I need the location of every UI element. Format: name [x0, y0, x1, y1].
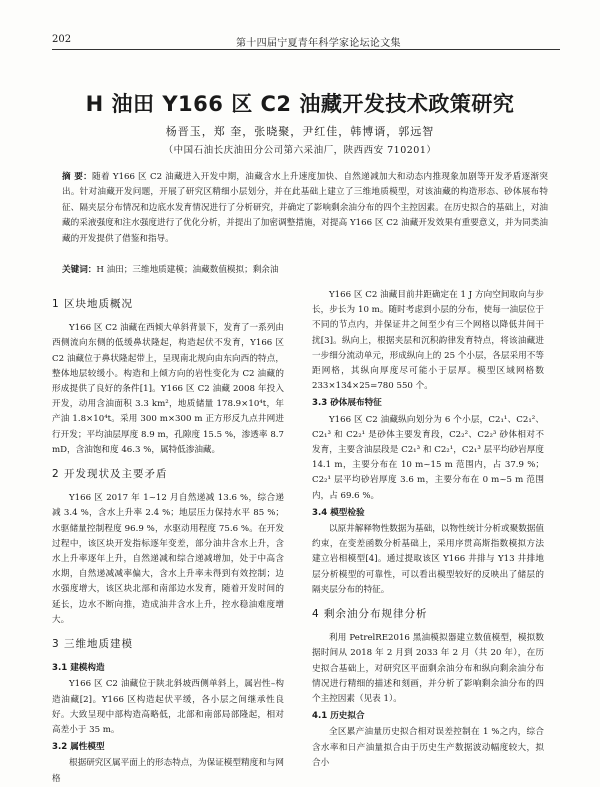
header-rule [52, 49, 560, 50]
subsection-heading: 3.4 模型检验 [312, 507, 365, 518]
paragraph: Y166 区 C2 油藏在西倾大单斜背景下，发育了一系列由西侧流向东侧的低缓鼻状隆起，构造起伏不发育，Y166 区 C2 油藏位于鼻状隆起带上，呈现南北规向由东向西的特点，整体地层较缓小。构造和上倾方向的岩性变化为 C2 油藏的形成提供了良好的条件[1]。Y166 区 C2 油藏 2008 年投入开发，动用含油面积 3.3 km²，地质储量 178.9×10⁴t，年产油 1.8×10⁴t。采用 300 m×300 m 正方形反九点井网进行开发；平均油层厚度 8.9 m，孔隙度 15.5 %，渗透率 8.7 mD，含油饱和度 46.3 %，属特低渗油藏。 [52, 323, 284, 455]
paragraph: Y166 区 C2 油藏目前井距确定在 1 J 方向空间取向与步长，步长为 10 m。随时考虑到小层的分布，使每一油层位于不同的节点内，并保证井之间至少有三个网格以降低井间干扰[3]。纵向上，根据夹层和沉积韵律发育特点，将该油藏进一步细分流动单元，形成纵向上的 25 个小层，各层采用不等距网格，其纵向厚度尽可能小于层厚。模型区域网格数 233×134×25=780 550 个。 [312, 290, 544, 392]
keywords-label: 关键词： [62, 265, 97, 275]
subsection-heading: 3.1 建模构造 [52, 663, 105, 674]
paragraph: Y166 区 C2 油藏纵向划分为 6 个小层，C2₁¹、C2₁²、C2₁³ 和 C2₂¹ 是砂体主要发育段，C2₂²、C2₂³ 砂体相对不发育，主要含油层段是 C2₁³ 和 C2₂¹，C2₁³ 层平均砂岩厚度 14.1 m，主要分布在 10 m~15 m 范围内，占 37.9 %；C2₂¹ 层平均砂岩厚度 3.6 m，主要分布在 0 m~5 m 范围内，占 69.6 %。 [312, 414, 544, 501]
page-number: 202 [52, 34, 72, 45]
keywords [62, 263, 548, 275]
paragraph: 全区累产油量历史拟合相对误差控制在 1 %之内，综合含水率和日产油量拟合由于历史生产数据波动幅度较大，拟合小 [312, 727, 544, 768]
abstract-text: 随着 Y166 区 C2 油藏进入开发中期，油藏含水上升速度加快、自然递减加大和动态内推现象加剧等开发矛盾逐渐突出。针对油藏开发问题，开展了研究区精细小层划分，并在此基础上建立了三维地质模型，对该油藏的构造形态、砂体展布特征、隔夹层分布情况和边底水发育情况进行了分析研究，并确定了影响剩余油分布的四个主控因素。在历史拟合的基础上，对油藏的采液强度和注水强度进行了优化分析，并提出了加密调整措施，对提高 Y166 区 C2 油藏开发效果有重要意义，并为同类油藏的开发提供了借鉴和指导。 [62, 172, 548, 244]
section-heading: 4 剩余油分布规律分析 [312, 608, 428, 621]
paragraph: Y166 区 2017 年 1~12 月自然递减 13.6 %，综合递减 3.4 %，含水上升率 2.4 %；地层压力保持水平 85 %；水驱储量控制程度 96.9 %，水驱动用程度 75.6 %。在开发过程中，该区块开发指标逐年变差，部分油井含水上升，含水上升率逐年上升，自然递减和综合递减增加，处于中高含水期，自然递减减率偏大，含水上升率未得到有效控制；边水强度增大，该区块北部和南部边水发育，随着开发时间的延长，边水不断向推，造成油井含水上升，控水稳油难度增大。 [52, 493, 284, 625]
section-heading: 3 三维地质建模 [52, 638, 134, 651]
abstract-label: 摘 要： [62, 172, 93, 182]
paper-title: H 油田 Y166 区 C2 油藏开发技术政策研究 [85, 92, 515, 116]
paragraph: Y166 区 C2 油藏位于陕北斜坡西侧单斜上，属岩性–构造油藏[2]。Y166 区构造起伏平缓，各小层之间继承性良好。大致呈现中部构造高略低，北部和南部局部隆起，相对高差小于 35 m。 [52, 679, 284, 736]
author-list: 杨晋玉，郑 奎，张晓聚，尹红佳，韩博谞，郭远智 [165, 125, 435, 138]
abstract [62, 170, 548, 247]
affiliation: （中国石油长庆油田分公司第六采油厂，陕西西安 710201） [163, 145, 437, 156]
running-title: 第十四届宁夏青年科学家论坛论文集 [236, 38, 401, 49]
left-column [52, 288, 284, 787]
section-heading: 1 区块地质概况 [52, 298, 134, 310]
subsection-heading: 3.2 属性模型 [52, 742, 105, 753]
paragraph: 根据研究区属平面上的形态特点，为保证模型精度和与网格 [52, 758, 284, 784]
subsection-heading: 4.1 历史拟合 [312, 711, 365, 722]
paragraph: 利用 PetrelRE2016 黑油模拟器建立数值模型，模拟数据时间从 2018 年 2 月到 2033 年 2 月（共 20 年），在历史拟合基础上，对研究区平面剩余油分布和纵向剩余油分布情况进行精细的描述和刻画，并分析了影响剩余油分布的四个主控因素（见表 1）。 [312, 633, 544, 705]
paragraph: 以原井解释物性数据为基础，以物性统计分析或聚数据值约束，在变差函数分析基础上，采用序贯高斯指数模拟方法建立岩相模型[4]。通过提取该区 Y166 井排与 Y13 井排地层分析模型的可靠性，可以看出模型较好的反映出了储层的隔夹层分布的特征。 [312, 524, 544, 595]
keywords-text: H 油田；三维地质建模；油藏数值模拟；剩余油 [96, 265, 279, 275]
subsection-heading: 3.3 砂体展布特征 [312, 398, 382, 409]
section-heading: 2 开发现状及主要矛盾 [52, 468, 168, 481]
